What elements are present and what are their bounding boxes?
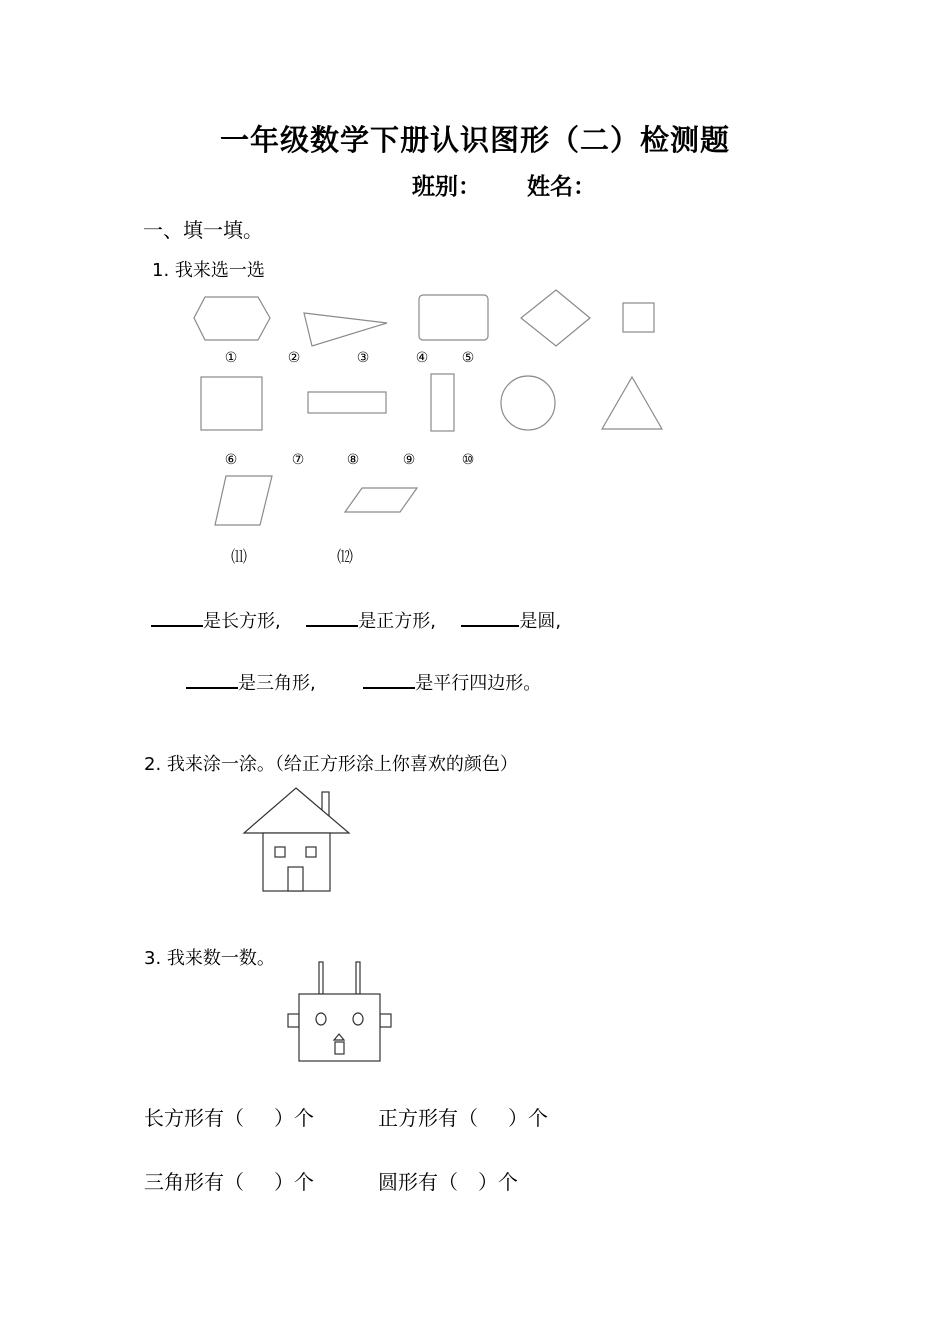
question-1-label: 1. 我来选一选 bbox=[152, 260, 265, 281]
shape-number-4: ④ bbox=[415, 350, 429, 366]
robot-eye-left bbox=[316, 1013, 326, 1025]
rect-label: 是长方形, bbox=[203, 611, 281, 632]
shape-number-7: ⑦ bbox=[291, 452, 305, 468]
house-window-left bbox=[275, 847, 285, 857]
count-circle-suffix: ）个 bbox=[478, 1170, 518, 1194]
shape-number-1: ① bbox=[224, 350, 238, 366]
class-label: 班别： bbox=[412, 174, 481, 200]
robot-mouth bbox=[335, 1042, 344, 1054]
robot-antenna-right bbox=[356, 962, 360, 994]
triangle-label: 是三角形, bbox=[238, 673, 316, 694]
count-circle-prefix: 圆形有（ bbox=[378, 1170, 458, 1194]
shape-number-5: ⑤ bbox=[461, 350, 475, 366]
section-heading: 一、填一填。 bbox=[143, 218, 263, 242]
shape-number-3: ③ bbox=[356, 350, 370, 366]
parallelogram-label: 是平行四边形。 bbox=[415, 673, 542, 694]
square-label: 是正方形, bbox=[358, 611, 436, 632]
count-square bbox=[378, 1102, 548, 1131]
count-circle bbox=[378, 1166, 518, 1195]
count-rect-prefix: 长方形有（ bbox=[144, 1106, 244, 1130]
circle-label: 是圆, bbox=[519, 611, 562, 632]
name-label: 姓名： bbox=[527, 174, 597, 200]
count-square-suffix: ）个 bbox=[508, 1106, 548, 1130]
shape-number-8: ⑧ bbox=[346, 452, 360, 468]
shape-number-11: ⑾ bbox=[230, 547, 247, 566]
count-triangle-suffix: ）个 bbox=[274, 1170, 314, 1194]
count-triangle-prefix: 三角形有（ bbox=[144, 1170, 244, 1194]
house-window-right bbox=[306, 847, 316, 857]
count-triangle bbox=[144, 1166, 314, 1195]
shape-number-9: ⑨ bbox=[402, 452, 416, 468]
house-roof bbox=[244, 788, 349, 833]
robot-ear-right bbox=[380, 1014, 391, 1027]
page-title: 一年级数学下册认识图形（二）检测题 bbox=[219, 123, 730, 157]
robot-antenna-left bbox=[319, 962, 323, 994]
shape-number-12: ⑿ bbox=[336, 547, 353, 566]
house-door bbox=[288, 867, 303, 891]
count-rect-suffix: ）个 bbox=[274, 1106, 314, 1130]
robot-ear-left bbox=[288, 1014, 299, 1027]
shape-number-10: ⑩ bbox=[461, 452, 475, 468]
shape-number-2: ② bbox=[287, 350, 301, 366]
count-square-prefix: 正方形有（ bbox=[378, 1106, 478, 1130]
question-3-label: 3. 我来数一数。 bbox=[144, 948, 275, 969]
robot-eye-right bbox=[353, 1013, 363, 1025]
count-rect bbox=[144, 1102, 314, 1131]
question-2-label: 2. 我来涂一涂。（给正方形涂上你喜欢的颜色） bbox=[144, 754, 518, 775]
shape-number-6: ⑥ bbox=[224, 452, 238, 468]
